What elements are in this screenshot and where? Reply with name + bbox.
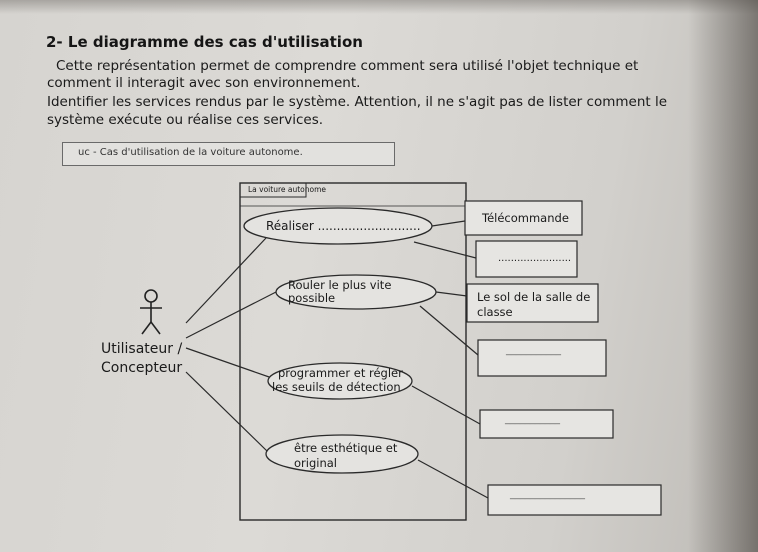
external-box-6-label: _______________ <box>510 489 585 500</box>
use-case-1-label: Réaliser ........................... <box>266 219 421 233</box>
actor-figure <box>140 290 162 334</box>
section-heading: 2- Le diagramme des cas d'utilisation <box>46 33 363 51</box>
paragraph-2-line-1: Identifier les services rendus par le système. Attention, il ne s'agit pas de lister comment le <box>47 94 668 110</box>
actor-associations <box>186 238 276 452</box>
use-case-4-label-line-2: original <box>294 456 337 470</box>
actor-label-line-2: Concepteur <box>101 360 183 376</box>
system-name: La voiture autonome <box>248 185 327 194</box>
use-case-3-label-line-1: programmer et régler <box>278 366 403 380</box>
use-case-2-label-line-2: possible <box>288 291 336 305</box>
actor-label-line-1: Utilisateur / <box>101 341 183 357</box>
external-box-1-label: Télécommande <box>482 211 569 225</box>
external-box-3-label-line-1: Le sol de la salle de <box>477 290 591 304</box>
use-case-4-label-line-1: être esthétique et <box>294 441 398 455</box>
diagram-caption: uc - Cas d'utilisation de la voiture autonome. <box>78 147 303 158</box>
paragraph-2-line-2: système exécute ou réalise ces services. <box>47 112 324 128</box>
paragraph-1-line-2: comment il interagit avec son environnement. <box>47 75 361 91</box>
external-box-5-label: ___________ <box>505 414 560 425</box>
use-case-3-label-line-2: les seuils de détection <box>272 380 401 394</box>
external-box-2-label: ....................... <box>498 253 572 264</box>
external-box-3-label-line-2: classe <box>477 305 513 319</box>
external-box-4-label: ___________ <box>506 345 561 356</box>
paragraph-1-line-1: Cette représentation permet de comprendre comment sera utilisé l'objet technique et <box>56 58 639 74</box>
use-case-2-label-line-1: Rouler le plus vite <box>288 278 392 292</box>
